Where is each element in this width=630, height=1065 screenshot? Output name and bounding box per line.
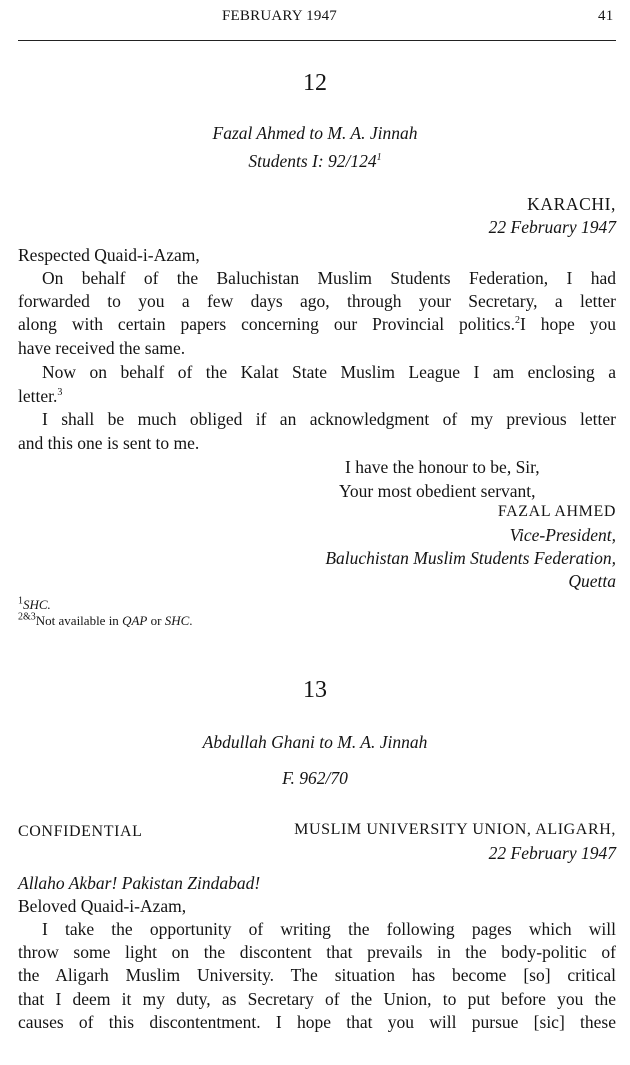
document-heading-13: Abdullah Ghani to M. A. Jinnah [202,732,428,752]
footnote-text: . [189,613,193,628]
salutation-12: Respected Quaid-i-Azam, [18,245,200,265]
text-line: and this one is sent to me. [18,433,200,453]
footnote-text: or [147,613,165,628]
text-line: I take the opportunity of writing the following pages which will [42,919,616,939]
text-line [18,386,616,407]
footnote-1 [18,597,51,613]
footnote-text: SHC [164,613,190,628]
document-reference-13: F. 962/70 [282,768,348,788]
text-line: have received the same. [18,338,186,358]
signature-city: Quetta [568,571,616,591]
closing-line: I have the honour to be, Sir, [345,457,540,477]
document-number-12: 12 [303,70,327,96]
document-heading-12: Fazal Ahmed to M. A. Jinnah [212,123,418,143]
footnote-marker: 3 [57,387,63,399]
date-12: 22 February 1947 [488,217,616,237]
footnote-text: SHC. [23,597,51,612]
text-line: throw some light on the discontent that prevails in the body-politic of [18,942,616,962]
slogan: Allaho Akbar! Pakistan Zindabad! [18,873,261,893]
text-segment: letter. [18,386,58,406]
date-13: 22 February 1947 [488,843,616,863]
signature-organization: Baluchistan Muslim Students Federation, [325,548,616,568]
text-line: Now on behalf of the Kalat State Muslim League I am enclosing a [42,362,616,382]
classification: CONFIDENTIAL [18,823,143,840]
text-segment: I hope you [519,314,616,334]
text-line: I shall be much obliged if an acknowledgment of my previous letter [42,409,616,429]
text-line: On behalf of the Baluchistan Muslim Students Federation, I had [42,268,616,288]
place-12: KARACHI, [527,194,616,214]
footnote-text: Not available in [35,613,123,628]
text-line: that I deem it my duty, as Secretary of the Union, to put before you the [18,989,616,1009]
document-number-13: 13 [303,677,327,703]
closing-line: Your most obedient servant, [339,481,536,501]
document-reference-12 [0,151,630,172]
footnote-mark: 2&3 [18,611,36,623]
place-13: MUSLIM UNIVERSITY UNION, ALIGARH, [294,821,616,838]
text-segment: along with certain papers concerning our Provincial politics. [18,314,515,334]
text-line [18,314,616,335]
text-line: causes of this discontentment. I hope that you will pursue [sic] these [18,1012,616,1032]
signature-title: Vice-President, [509,525,616,545]
footnote-marker: 2 [514,315,520,327]
text-line: the Aligarh Muslim University. The situation has become [so] critical [18,965,616,985]
salutation-13: Beloved Quaid-i-Azam, [18,896,187,916]
header-rule [18,40,616,41]
footnote-marker: 1 [376,152,382,164]
running-header-title: FEBRUARY 1947 [222,8,337,24]
reference-text: Students I: 92/124 [248,151,377,171]
footnote-text: QAP [122,613,148,628]
page-number: 41 [598,8,614,24]
signature-name: FAZAL AHMED [497,503,616,520]
text-line: forwarded to you a few days ago, through your Secretary, a letter [18,291,616,311]
footnote-mark: 1 [18,595,23,607]
footnote-2-3 [18,613,193,629]
